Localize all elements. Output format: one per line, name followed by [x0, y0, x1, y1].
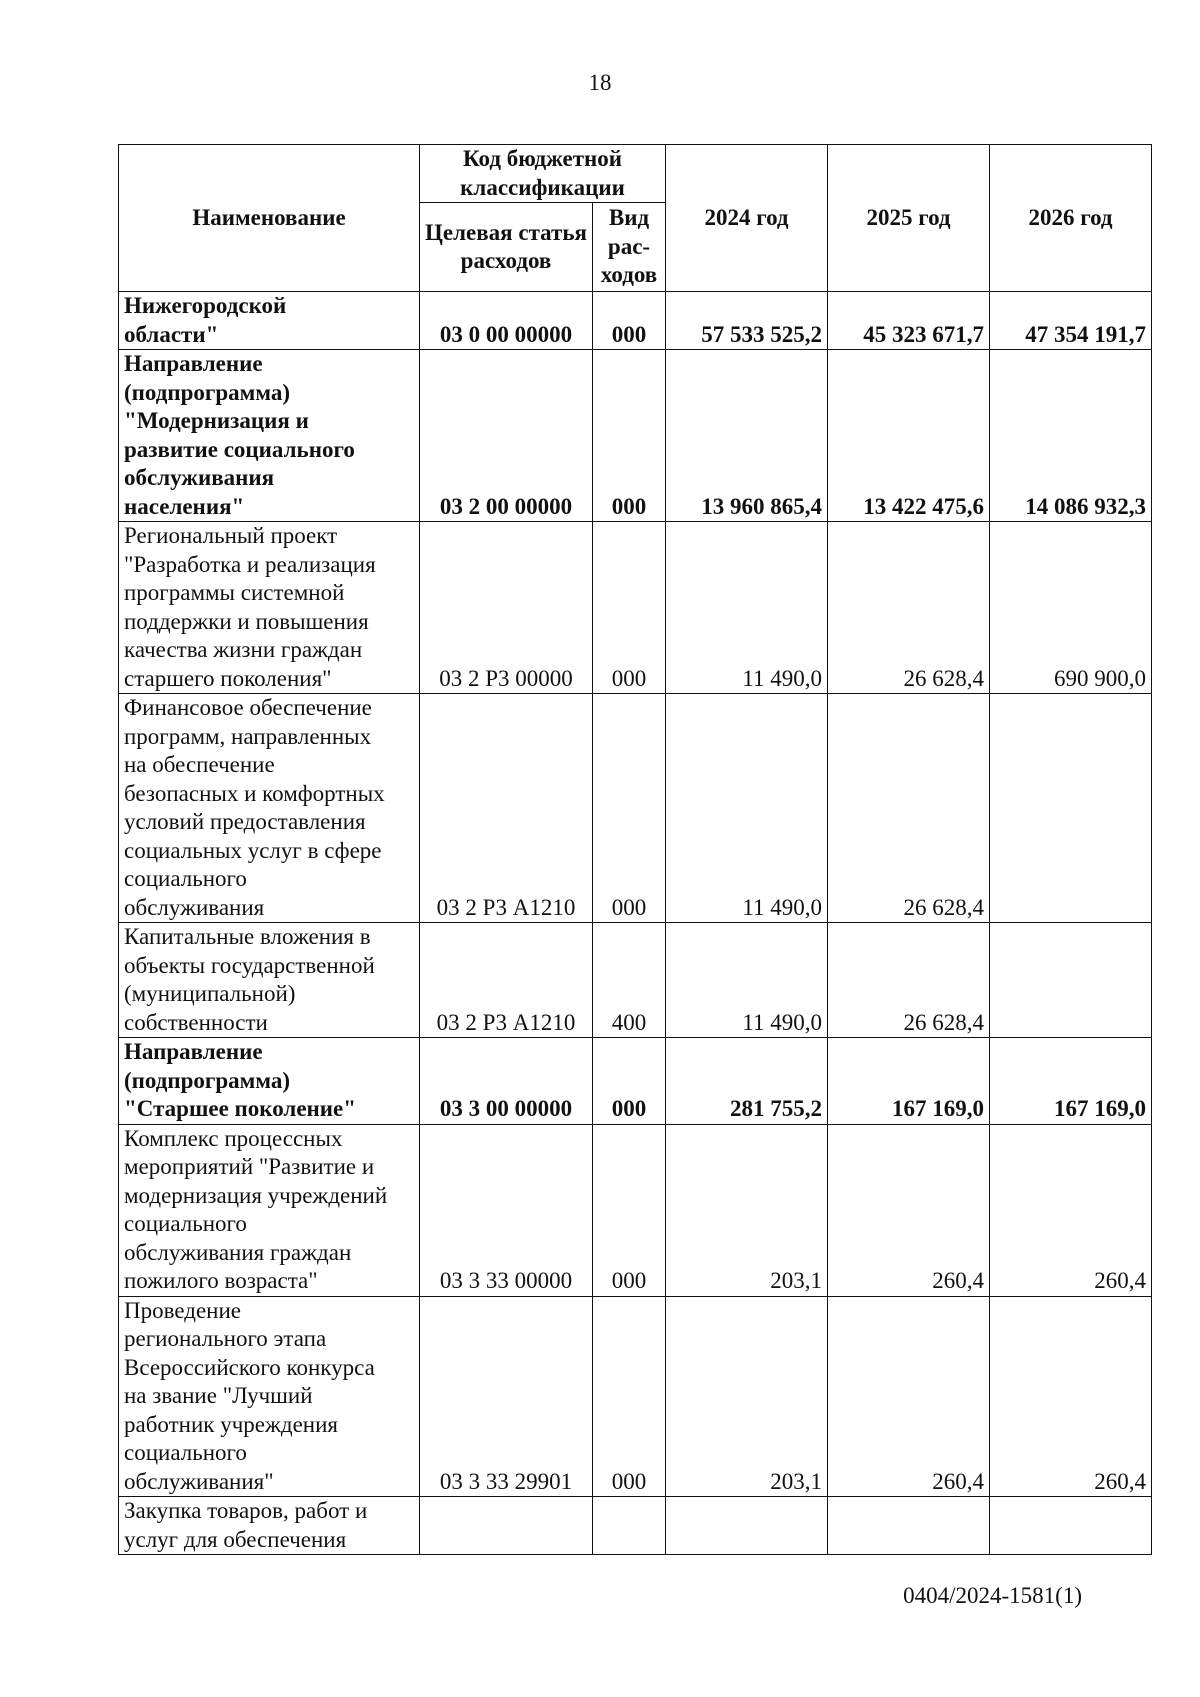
- row-2025-cell: 260,4: [828, 1296, 990, 1497]
- row-2025-cell: 26 628,4: [828, 923, 990, 1038]
- row-expense-type-cell: 000: [593, 1038, 666, 1125]
- header-name: Наименование: [119, 145, 420, 292]
- row-2024-cell: [666, 1497, 828, 1555]
- row-2025-cell: 26 628,4: [828, 522, 990, 694]
- table-row: [119, 1124, 1152, 1296]
- header-year-2025: 2025 год: [828, 145, 990, 292]
- row-2026-cell: 167 169,0: [990, 1038, 1152, 1125]
- row-2025-cell: 45 323 671,7: [828, 292, 990, 350]
- row-2024-cell: 11 490,0: [666, 923, 828, 1038]
- row-target-article-cell: 03 2 Р3 00000: [420, 522, 593, 694]
- row-2026-cell: 47 354 191,7: [990, 292, 1152, 350]
- table-row: [119, 1497, 1152, 1555]
- row-2026-cell: 14 086 932,3: [990, 350, 1152, 522]
- row-2025-cell: 167 169,0: [828, 1038, 990, 1125]
- row-expense-type-cell: 000: [593, 292, 666, 350]
- table-row: [119, 1038, 1152, 1125]
- row-expense-type-cell: 000: [593, 1296, 666, 1497]
- row-target-article-cell: 03 3 33 29901: [420, 1296, 593, 1497]
- row-2026-cell: 260,4: [990, 1296, 1152, 1497]
- row-2026-cell: 690 900,0: [990, 522, 1152, 694]
- row-2025-cell: 26 628,4: [828, 694, 990, 923]
- row-name-cell: Направление (подпрограмма) "Модернизация и развитие социального обслуживания населения": [119, 350, 420, 522]
- row-2025-cell: 13 422 475,6: [828, 350, 990, 522]
- document-code: 0404/2024-1581(1): [903, 1583, 1082, 1608]
- row-2024-cell: 13 960 865,4: [666, 350, 828, 522]
- row-2024-cell: 203,1: [666, 1124, 828, 1296]
- header-target-article: Целевая статья расходов: [420, 203, 593, 292]
- row-2026-cell: [990, 1497, 1152, 1555]
- row-name-cell: Нижегородской области": [119, 292, 420, 350]
- row-2026-cell: 260,4: [990, 1124, 1152, 1296]
- row-target-article-cell: 03 2 00 00000: [420, 350, 593, 522]
- budget-table: [118, 144, 1152, 1555]
- row-2025-cell: 260,4: [828, 1124, 990, 1296]
- row-expense-type-cell: 400: [593, 923, 666, 1038]
- header-year-2026: 2026 год: [990, 145, 1152, 292]
- table-row: [119, 1296, 1152, 1497]
- row-name-cell: Комплекс процессных мероприятий "Развитие и модернизация учреждений социального обслуживания граждан пожилого возраста": [119, 1124, 420, 1296]
- row-name-cell: Закупка товаров, работ и услуг для обеспечения: [119, 1497, 420, 1555]
- row-expense-type-cell: 000: [593, 522, 666, 694]
- table-row: [119, 923, 1152, 1038]
- row-expense-type-cell: [593, 1497, 666, 1555]
- table-row: [119, 292, 1152, 350]
- row-expense-type-cell: 000: [593, 694, 666, 923]
- row-name-cell: Проведение регионального этапа Всероссийского конкурса на звание "Лучший работник учреждения социального обслуживания": [119, 1296, 420, 1497]
- row-2024-cell: 11 490,0: [666, 694, 828, 923]
- row-target-article-cell: 03 0 00 00000: [420, 292, 593, 350]
- row-target-article-cell: 03 3 00 00000: [420, 1038, 593, 1125]
- table-row: [119, 522, 1152, 694]
- row-target-article-cell: 03 2 Р3 А1210: [420, 694, 593, 923]
- table-row: [119, 350, 1152, 522]
- row-2024-cell: 57 533 525,2: [666, 292, 828, 350]
- header-expense-type: Вид рас- ходов: [593, 203, 666, 292]
- row-2026-cell: [990, 694, 1152, 923]
- row-target-article-cell: 03 2 Р3 А1210: [420, 923, 593, 1038]
- row-target-article-cell: [420, 1497, 593, 1555]
- row-name-cell: Региональный проект "Разработка и реализация программы системной поддержки и повышения качества жизни граждан старшего поколения": [119, 522, 420, 694]
- row-name-cell: Капитальные вложения в объекты государственной (муниципальной) собственности: [119, 923, 420, 1038]
- row-expense-type-cell: 000: [593, 1124, 666, 1296]
- row-2024-cell: 11 490,0: [666, 522, 828, 694]
- page-number: 18: [588, 70, 612, 95]
- header-year-2024: 2024 год: [666, 145, 828, 292]
- row-2025-cell: [828, 1497, 990, 1555]
- row-2026-cell: [990, 923, 1152, 1038]
- row-2024-cell: 203,1: [666, 1296, 828, 1497]
- row-name-cell: Направление (подпрограмма) "Старшее поколение": [119, 1038, 420, 1125]
- row-name-cell: Финансовое обеспечение программ, направленных на обеспечение безопасных и комфортных условий предоставления социальных услуг в сфере социального обслуживания: [119, 694, 420, 923]
- row-target-article-cell: 03 3 33 00000: [420, 1124, 593, 1296]
- row-2024-cell: 281 755,2: [666, 1038, 828, 1125]
- table-row: [119, 694, 1152, 923]
- header-budget-code: Код бюджетной классификации: [420, 145, 666, 203]
- row-expense-type-cell: 000: [593, 350, 666, 522]
